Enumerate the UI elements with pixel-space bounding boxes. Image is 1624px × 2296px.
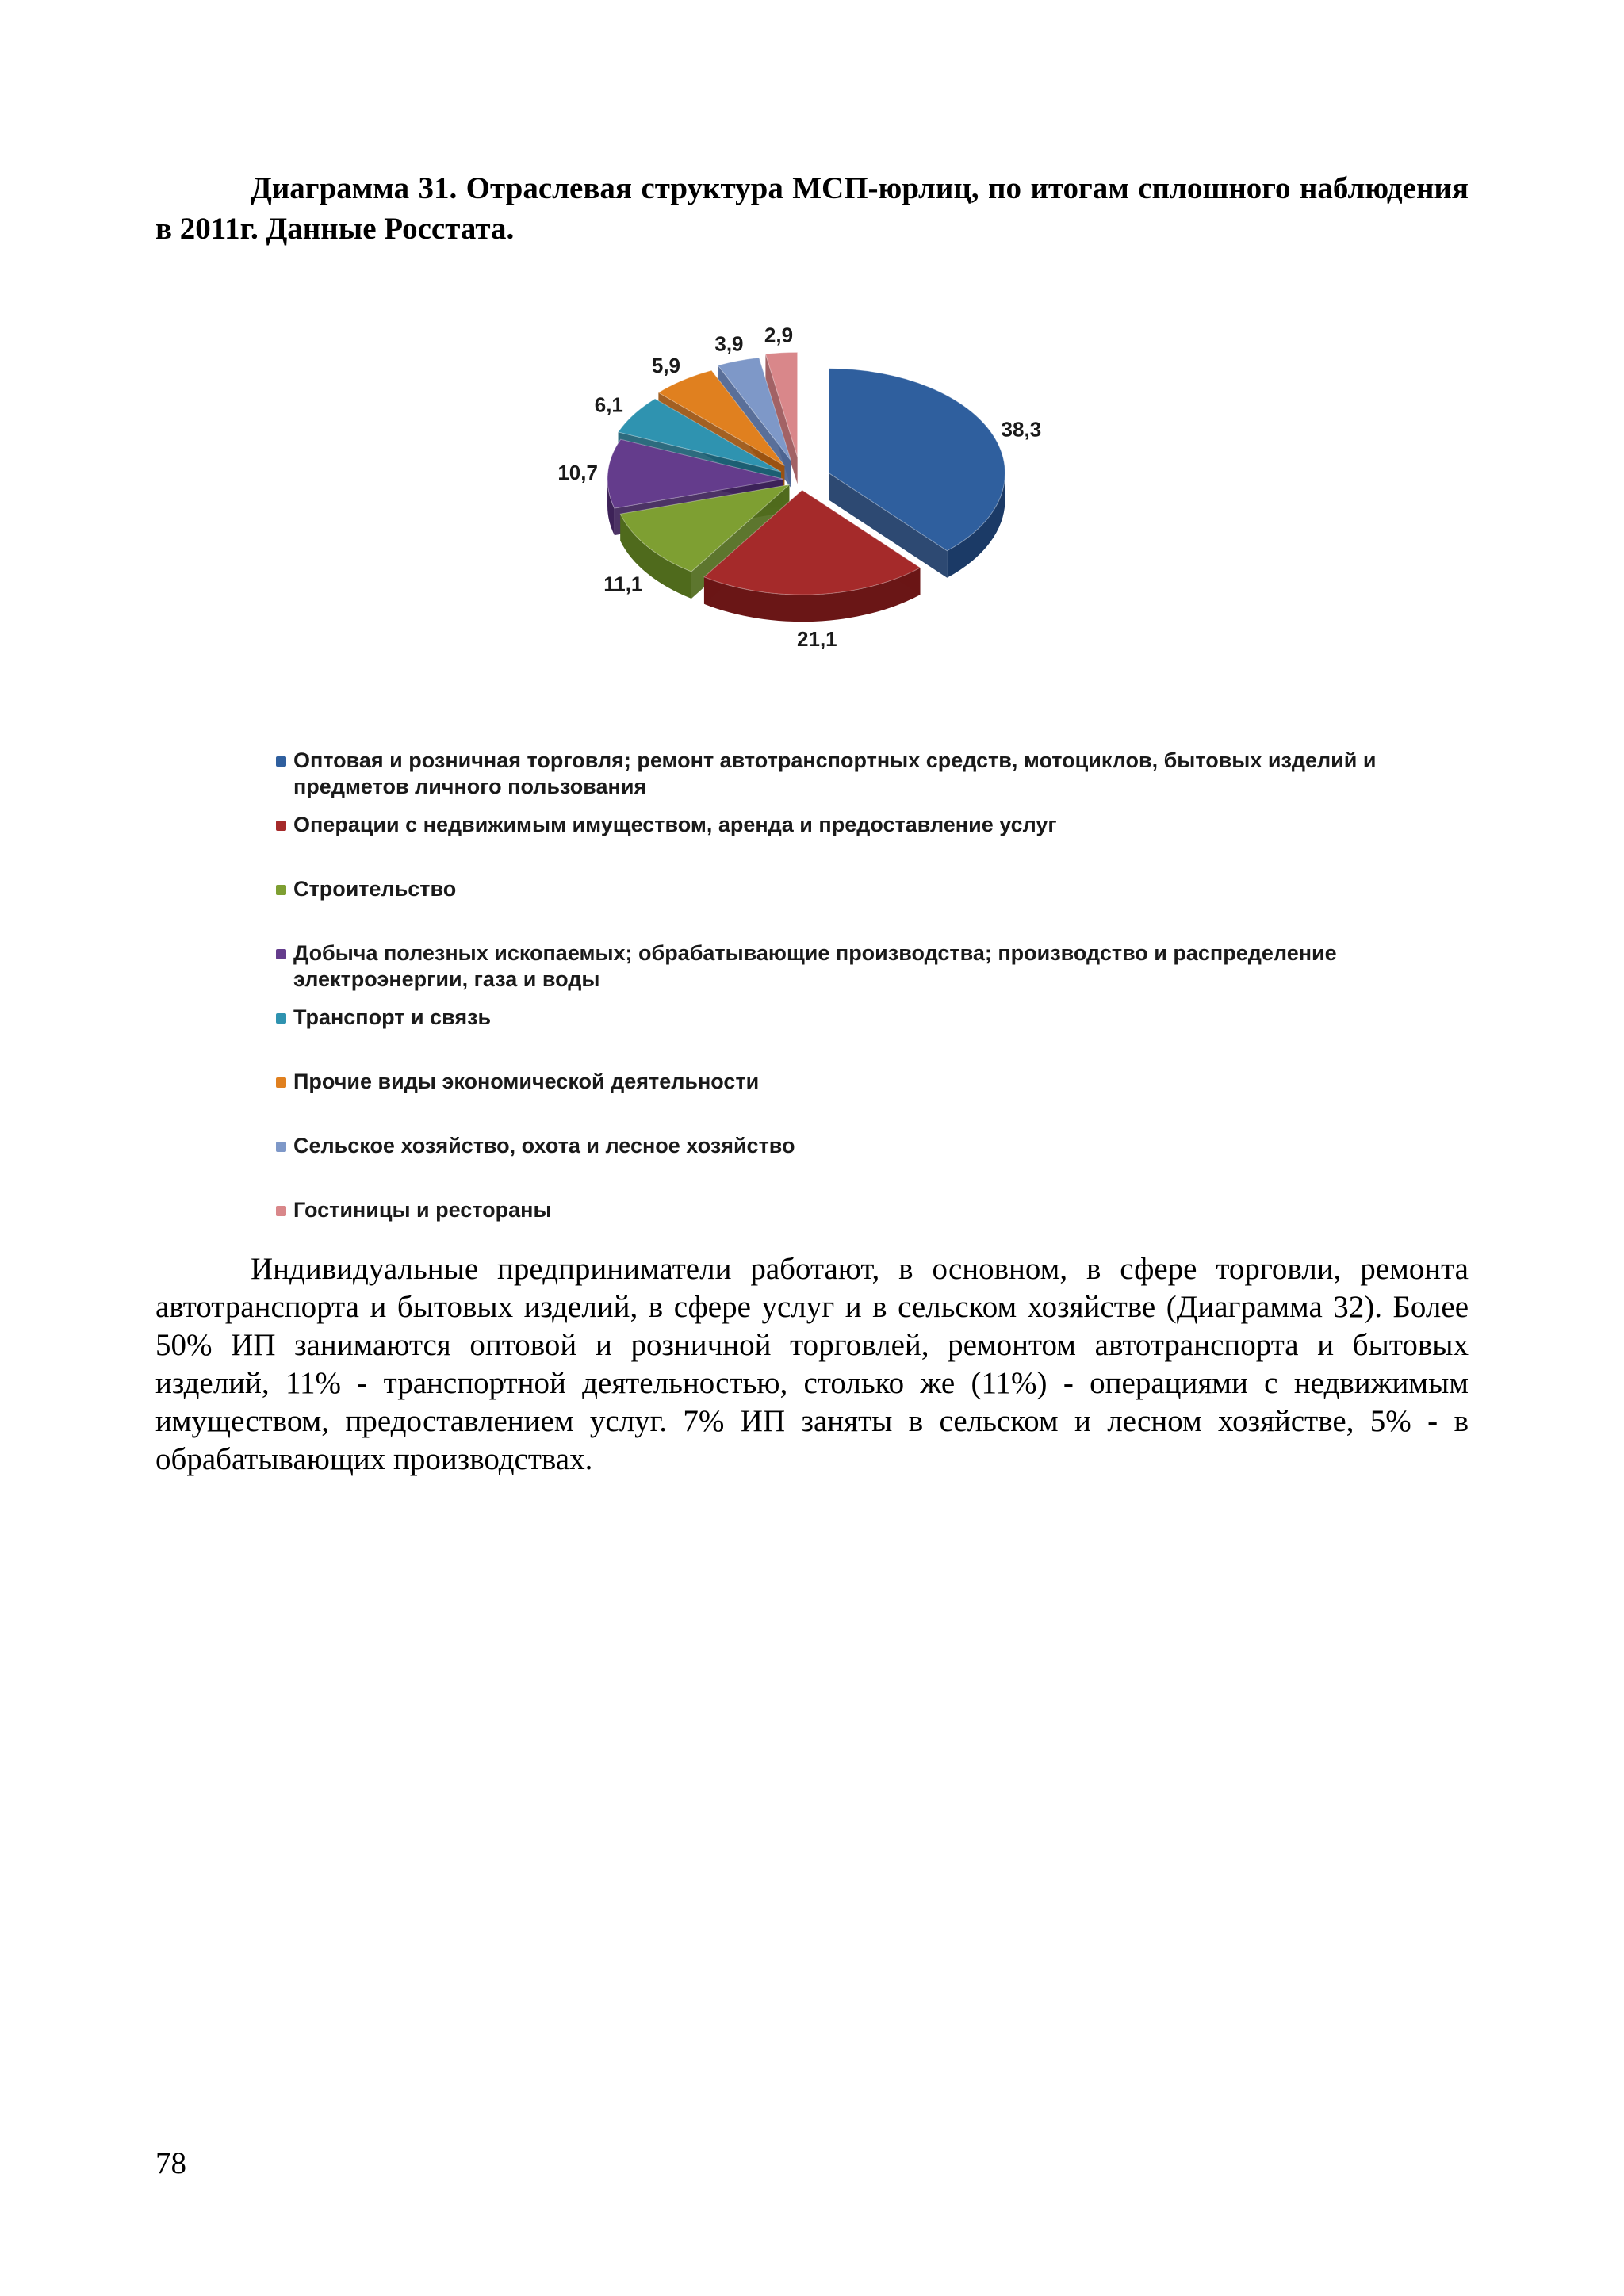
- legend-swatch: [276, 756, 286, 767]
- legend-swatch: [276, 1013, 286, 1024]
- legend-swatch: [276, 885, 286, 895]
- legend-swatch: [276, 821, 286, 831]
- legend-item: [271, 1133, 1397, 1197]
- legend-swatch: [276, 1206, 286, 1216]
- legend-item: [271, 1069, 1397, 1133]
- pie-data-label: 2,9: [764, 323, 794, 347]
- legend-item: [271, 1004, 1397, 1069]
- pie-data-label: 3,9: [714, 331, 744, 356]
- legend-item: [271, 812, 1397, 876]
- legend-label: Добыча полезных ископаемых; обрабатывающие производства; производство и распределение электроэнергии, газа и воды: [293, 941, 1337, 991]
- pie-data-label: 5,9: [651, 353, 681, 377]
- pie-slice-top: [829, 369, 1005, 551]
- pie-data-label: 38,3: [1001, 417, 1042, 442]
- page-number: 78: [155, 2146, 186, 2180]
- pie-chart: [444, 309, 1158, 721]
- legend-label: Операции с недвижимым имуществом, аренда и предоставление услуг: [293, 813, 1057, 836]
- legend-label: Транспорт и связь: [293, 1005, 492, 1029]
- pie-data-label: 10,7: [557, 461, 598, 485]
- legend-item: [271, 876, 1397, 940]
- pie-data-label: 11,1: [603, 572, 643, 596]
- body-paragraph: Индивидуальные предприниматели работают, в основном, в сфере торговли, ремонта автотранспорта и бытовых изделий, в сфере услуг и в сельском хозяйстве (Диаграмма 32). Более 50% ИП занимаются оптовой и розничной торговлей, ремонтом автотранспорта и бытовых изделий, 11% - транспортной деятельностью, столько же (11%) - операциями с недвижимым имуществом, предоставлением услуг. 7% ИП заняты в сельском и лесном хозяйстве, 5% - в обрабатывающих производствах.: [155, 1252, 1469, 1476]
- legend-item: [271, 748, 1397, 812]
- legend-label: Прочие виды экономической деятельности: [293, 1070, 760, 1093]
- legend-item: [271, 940, 1397, 1004]
- pie-data-label: 21,1: [797, 627, 837, 652]
- legend-label: Строительство: [293, 877, 457, 901]
- legend-swatch: [276, 1077, 286, 1088]
- legend-label: Оптовая и розничная торговля; ремонт автотранспортных средств, мотоциклов, бытовых изделий и предметов личного пользования: [293, 748, 1377, 798]
- chart-legend: [271, 748, 1397, 1261]
- chart-caption: Диаграмма 31. Отраслевая структура МСП-юрлиц, по итогам сплошного наблюдения в 2011г. Данные Росстата.: [155, 171, 1469, 246]
- legend-label: Сельское хозяйство, охота и лесное хозяйство: [293, 1134, 795, 1158]
- pie-chart-svg: [444, 309, 1158, 721]
- legend-swatch: [276, 949, 286, 959]
- legend-swatch: [276, 1142, 286, 1152]
- pie-data-label: 6,1: [594, 392, 623, 417]
- legend-label: Гостиницы и рестораны: [293, 1198, 552, 1222]
